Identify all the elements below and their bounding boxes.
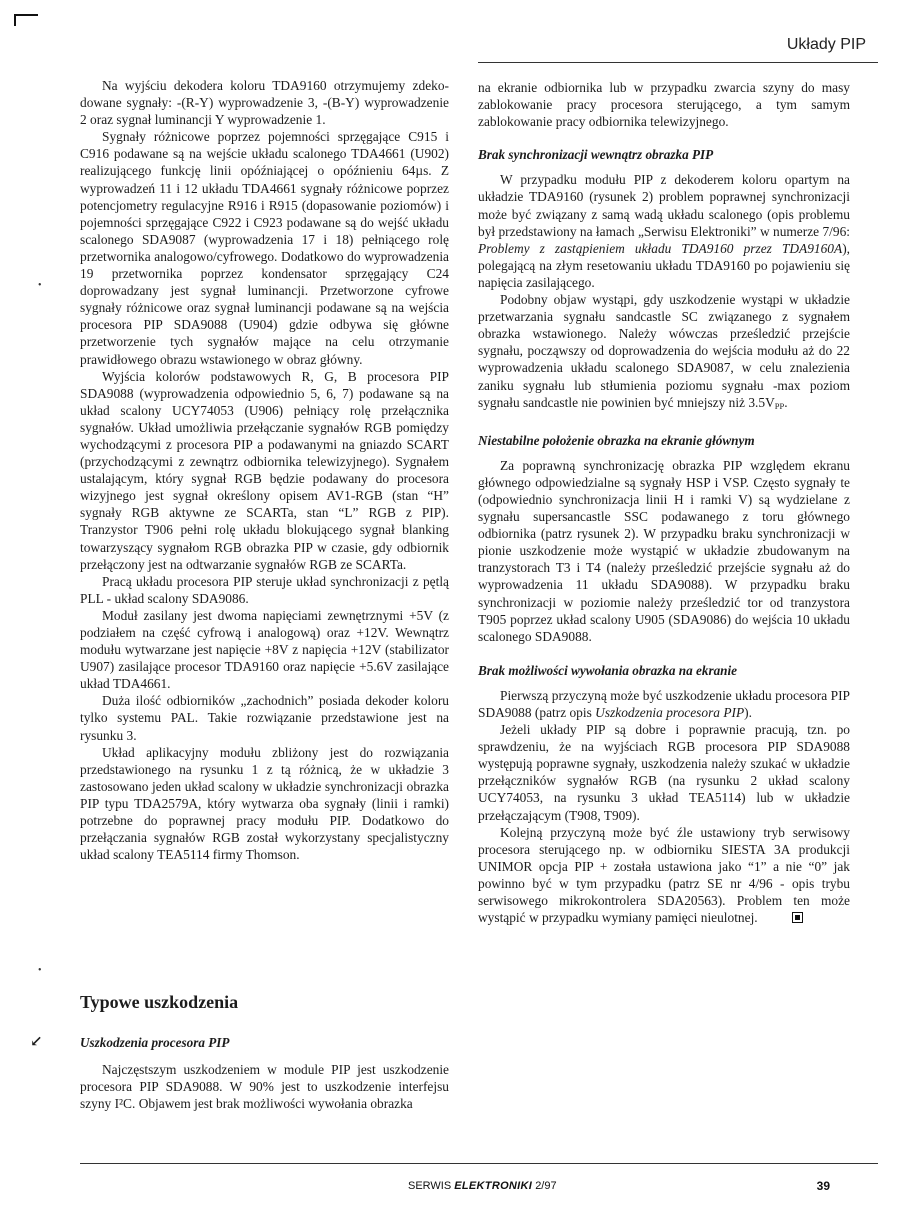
text-run: ), polegającą na złym resetowaniu układu TDA9160 po pojawieniu się napięcia zasilającego. bbox=[478, 240, 850, 290]
text-run: W przypadku modułu PIP z dekoderem koloru opartym na układzie TDA9160 (rysunek 2) problem poprawnej synchronizacji może być związany z samą wadą układu scalonego (opis problemu był przedstawiony na łamach „Serwisu Elektroniki” w numerze 7/96: bbox=[478, 172, 850, 239]
margin-dot: • bbox=[38, 280, 42, 291]
text-run: . bbox=[784, 394, 788, 410]
paragraph: Za poprawną synchronizację obrazka PIP względem ekranu głównego odpowiedzialne są sygnały HSP i VSP. Często sygnały te (odpowiednio synchronizacja linii H i ramki V) są wydzielane z sygnału supersancastle SSC podawanego z toru głównego odbiornika (patrz rysunek 2). W przypadku braku synchronizacji w pionie uszkodzenie może wystąpić w układzie zbudowanym na tranzystorach T3 i T4 (należy prześledzić przejście sygnału aż do wyprowadzenia 11 układu SDA9088). W przypadku braku synchronizacji w poziomie należy prześledzić tor od tranzystora T905 poprzez układ scalony U905 (SDA9086) do wejścia 10 układu scalonego SDA9088. bbox=[478, 457, 850, 644]
paragraph-continuation: na ekranie odbiornika lub w przypadku zwarcia szyny do masy zablokowanie pracy procesora sterującego, a tym samym zablokowanie pracy odbiornika telewizyjnego. bbox=[478, 80, 850, 130]
magazine-brand: ELEKTRONIKI bbox=[454, 1180, 533, 1192]
paragraph bbox=[478, 824, 850, 927]
italic-reference: Uszkodzenia procesora PIP bbox=[595, 705, 745, 720]
paragraph: Układ aplikacyjny modułu zbliżony jest do rozwiązania przedstawionego na rysunku 1 z tą różnicą, że w układzie 3 zastosowano jeden układ scalony w układzie synchronizacji obrazka PIP typu TDA2579A, który wytwarza oba sygnały (linii i ramki) potrzebne do poprawnej pracy modułu PIP. Dodatkowo do przełączania sygnałów RGB został wykorzystany specjalistyczny układ scalony TEA5114 firmy Thomson. bbox=[80, 744, 449, 863]
right-column bbox=[478, 79, 850, 926]
paragraph: Wyjścia kolorów podstawowych R, G, B procesora PIP SDA9088 (wyprowadzenia odpowiednio 5, 6, 7) podawane są na układ scalony UCY74053 (U906) pełniący rolę przełącznika sygnałów. Układ umożliwia przełączanie sygnałów RGB pomiędzy wychodzącymi z procesora PIP a podawanymi na gniazdo SCART (przychodzącymi z zewnątrz odbiornika telewizyjnego). Sygnałem ustalającym, który sygnał RGB będzie podawany do procesora wizyjnego jest sygnał określony opisem AV1-RGB (stan “H” sygnały RGB aktywne ze SCARTa, stan “L” RGB z PIP). Tranzystor T906 pełni rolę układu blokującego sygnał blanking towarzyszący sygnałom RGB obrazka PIP w czasie, gdy odbiornik przełączony jest na odtwarzanie sygnałów RGB ze SCARTa. bbox=[80, 368, 449, 572]
paragraph: Pracą układu procesora PIP steruje układ synchronizacji z pętlą PLL - układ scalony SDA9086. bbox=[80, 573, 449, 606]
margin-dot: • bbox=[38, 965, 42, 976]
header-rule bbox=[478, 62, 878, 63]
magazine-footer bbox=[408, 1180, 557, 1192]
section-title: Typowe uszkodzenia bbox=[80, 992, 239, 1012]
end-of-article-square-icon bbox=[792, 912, 803, 923]
paragraph: Jeżeli układy PIP są dobre i poprawnie pracują, tzn. po sprawdzeniu, że na wyjściach RGB procesora PIP SDA9088 występują poprawne sygnały, uszkodzenia należy szukać w układzie przełączników sygnałów RGB (na rysunku 2 układ scalony UCY74053, na rysunku 3 układ TEA5114) lub w układzie przełączającym (T908, T909). bbox=[478, 722, 850, 823]
subheading: Brak synchronizacji wewnątrz obrazka PIP bbox=[478, 147, 714, 163]
margin-mark: ↙ bbox=[30, 1034, 43, 1050]
page-number: 39 bbox=[816, 1179, 830, 1193]
subheading: Uszkodzenia procesora PIP bbox=[80, 1035, 230, 1050]
text-run: Kolejną przyczyną może być źle ustawiony tryb serwisowy procesora sterującego np. w odbiorniku SIESTA 3A produkcji UNIMOR opcja PIP + została ustawiona jako “1” a nie “0” jak powinno być w tym przypadku (patrz SE nr 4/96 - opis trybu serwisowego mikrokontrolera SDA20563). Problem ten może wystąpić w przypadku wymiany pamięci nieulotnej. bbox=[478, 824, 850, 926]
crop-mark bbox=[14, 14, 38, 26]
paragraph bbox=[478, 687, 850, 721]
subheading: Brak możliwości wywołania obrazka na ekranie bbox=[478, 662, 738, 678]
footer-rule bbox=[80, 1163, 878, 1164]
subheading: Niestabilne położenie obrazka na ekranie głównym bbox=[478, 432, 755, 448]
paragraph: Moduł zasilany jest dwoma napięciami zewnętrznymi +5V (z podziałem na część cyfrową i analogową) oraz +12V. Wewnątrz modułu wytwarzane jest napięcie +8V z napięcia +12V (stabilizator U907) zasilające procesor TDA9160 oraz napięcie +5.6V zasilające układ TDA4661. bbox=[80, 607, 449, 692]
left-column bbox=[80, 77, 449, 863]
paragraph bbox=[478, 171, 850, 291]
paragraph: Duża ilość odbiorników „zachodnich” posiada dekoder koloru tylko systemu PAL. Takie rozwiązanie przedstawione jest na rysunku 3. bbox=[80, 693, 449, 743]
magazine-prefix: SERWIS bbox=[408, 1180, 452, 1192]
paragraph bbox=[478, 291, 850, 415]
text-run: ). bbox=[744, 705, 752, 720]
running-title: Układy PIP bbox=[786, 36, 866, 53]
paragraph: Sygnały różnicowe poprzez pojemności sprzęgające C915 i C916 podawane są na wejście układu scalonego TDA4661 (U902) realizującego funkcję linii opóźniającej o opóźnieniu 64µs. Z wyprowadzeń 11 i 12 układu TDA4661 sygnały różnicowe poprzez potencjometry regulacyjne R916 i R915 (dopasowanie poziomów) i pojemności sprzęgające C922 i C923 podawane są do wejść układu scalonego SDA9087 (wyprowadzenia 17 i 18) pełniącego rolę przetwornika analogowo/cyfrowego. Dodatkowo do wyprowadzenia 19 przetwornika poprzez kondensator sprzęgający C24 doprowadzany jest sygnał luminancji. Przetworzone cyfrowe sygnały różnicowe oraz sygnał luminancji podawane są na wejścia procesora PIP SDA9088 (U904) gdzie odbywa się główne przetworzenie tych sygnałów mające na celu otrzymanie prawidłowego obrazu wstawionego w obraz główny. bbox=[80, 129, 449, 367]
issue-number: 2/97 bbox=[535, 1180, 557, 1192]
paragraph: Na wyjściu dekodera koloru TDA9160 otrzymujemy zdekodowane sygnały: -(R-Y) wyprowadzenie 3, -(B-Y) wyprowadzenie 2 oraz sygnał luminancji Y wyprowadzenie 1. bbox=[80, 78, 449, 128]
subscript: PP bbox=[774, 400, 785, 411]
paragraph: Najczęstszym uszkodzeniem w module PIP jest uszkodzenie procesora PIP SDA9088. W 90% jest to uszkodzenie interfejsu szyny I²C. Objawem jest brak możliwości wywołania obrazka bbox=[80, 1062, 449, 1112]
text-run: Podobny objaw wystąpi, gdy uszkodzenie wystąpi w układzie przetwarzania sygnału sandcastle SC związanego z sygnałem obrazka wstawionego. Należy wówczas prześledzić przejście sygnału, począwszy od doprowadzenia do wejścia modułu aż do 22 wyprowadzenia układu scalonego SDA9087, w celu znalezienia zaniku sygnału lub stłumienia poziomu sygnału -max poziom sygnału sandcastle nie powinien być mniejszy niż 3.5V bbox=[478, 292, 850, 410]
text-run: Pierwszą przyczyną może być uszkodzenie układu procesora PIP SDA9088 (patrz opis bbox=[478, 687, 850, 720]
italic-reference: Problemy z zastąpieniem układu TDA9160 przez TDA9160A bbox=[478, 240, 843, 256]
